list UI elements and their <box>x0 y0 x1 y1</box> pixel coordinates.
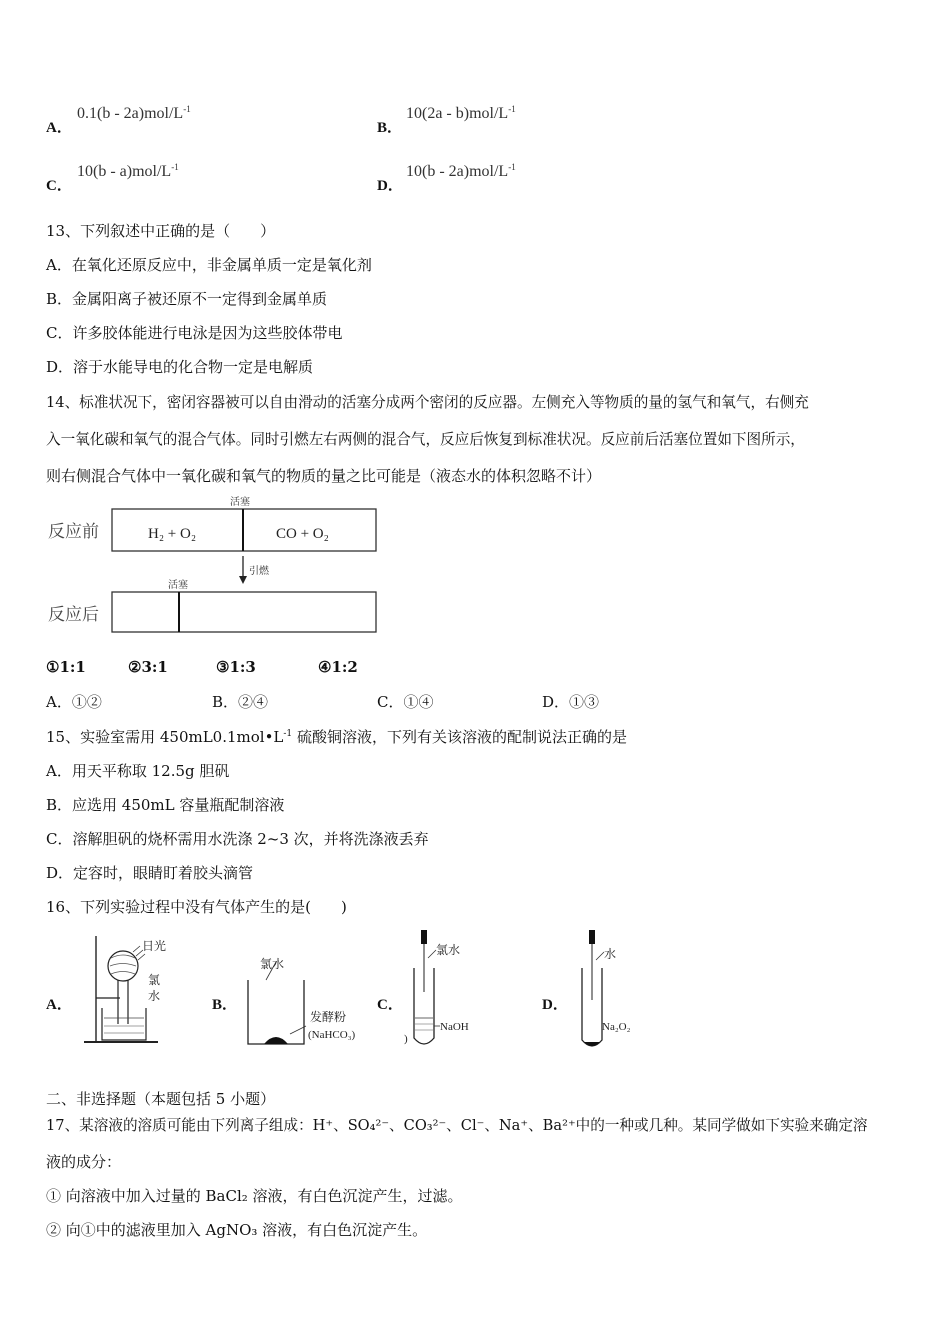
q12-option-d-label: D． <box>377 178 403 194</box>
q14-option-d: D．①③ <box>542 693 600 711</box>
q13-option-a: A．在氧化还原反应中，非金属单质一定是氧化剂 <box>46 256 372 274</box>
left-gas-label: H₂ + O₂ <box>148 526 197 542</box>
fig-d-solid-label: Na₂O₂ <box>602 1021 631 1033</box>
q16-figure-d <box>570 928 650 1052</box>
piston-diagram <box>44 494 380 638</box>
q14-option-a: A．①② <box>46 693 102 711</box>
fig-d-water-label: 水 <box>604 947 617 961</box>
q16-option-c-label: C． <box>377 997 403 1013</box>
q14-option-b: B．②④ <box>212 693 269 711</box>
q17-step2: ② 向①中的滤液里加入 AgNO₃ 溶液，有白色沉淀产生。 <box>46 1221 428 1239</box>
q14-ratio-3: ③1:3 <box>216 658 256 676</box>
q14-stem-line3: 则右侧混合气体中一氧化碳和氧气的物质的量之比可能是（液态水的体积忽略不计） <box>46 467 602 485</box>
ignite-arrowhead <box>239 576 247 584</box>
fig-b-powder-label: 发酵粉 <box>310 1010 347 1024</box>
q12-option-a-label: A． <box>46 120 72 136</box>
q13-option-b: B．金属阳离子被还原不一定得到金属单质 <box>46 290 328 308</box>
q13-stem: 13、下列叙述中正确的是（ ） <box>46 222 276 240</box>
q14-stem-line1: 14、标准状况下，密闭容器被可以自由滑动的活塞分成两个密闭的反应器。左侧充入等物质的量的氢气和氧气，右侧充 <box>46 394 809 411</box>
before-piston-label: 活塞 <box>230 497 250 508</box>
fig-b-formula-label: (NaHCO₃) <box>308 1029 356 1041</box>
q14-ratio-4: ④1:2 <box>318 658 358 676</box>
q16-figure-b <box>240 950 370 1050</box>
q16-figure-a <box>78 930 168 1048</box>
fig-a-water-label-1: 氯 <box>148 973 161 987</box>
q12-option-d-formula: $10(b - 2a)mol/L^{-1}$ <box>406 162 516 180</box>
q16-figure-c <box>400 928 490 1050</box>
q12-option-c-formula: $10(b - a)mol/L^{-1}$ <box>77 162 179 180</box>
q15-option-d: D．定容时，眼睛盯着胶头滴管 <box>46 864 254 882</box>
fig-c-water-label: 氯水 <box>436 943 461 957</box>
q14-option-c: C．①④ <box>377 693 434 711</box>
q15-option-c: C．溶解胆矾的烧杯需用水洗涤 2~3 次，并将洗涤液丢弃 <box>46 830 429 848</box>
svg-text:): ) <box>404 1033 408 1045</box>
fig-b-water-label: 氯水 <box>260 957 285 971</box>
q15-option-b: B．应选用 450mL 容量瓶配制溶液 <box>46 796 285 814</box>
after-piston-label: 活塞 <box>168 580 188 591</box>
q16-option-d-label: D． <box>542 997 568 1013</box>
q14-ratio-1: ①1:1 <box>46 658 86 676</box>
q16-option-a-label: A． <box>46 997 72 1013</box>
q12-option-b-label: B． <box>377 120 403 136</box>
q14-stem-line2: 入一氧化碳和氧气的混合气体。同时引燃左右两侧的混合气，反应后恢复到标准状况。反应前后活塞位置如下图所示， <box>46 431 805 448</box>
q13-option-c: C．许多胶体能进行电泳是因为这些胶体带电 <box>46 324 343 342</box>
q17-stem-line1: 17、某溶液的溶质可能由下列离子组成：H⁺、SO₄²⁻、CO₃²⁻、Cl⁻、Na⁺、Ba²⁺中的一种或几种。某同学做如下实验来确定溶 <box>46 1117 868 1134</box>
q15-option-a: A．用天平称取 12.5g 胆矾 <box>46 762 230 780</box>
q12-option-c-label: C． <box>46 178 72 194</box>
q12-option-b-formula: $10(2a - b)mol/L^{-1}$ <box>406 104 516 122</box>
q14-ratio-2: ②3:1 <box>128 658 168 676</box>
section2-title: 二、非选择题（本题包括 5 小题） <box>46 1090 276 1108</box>
after-label: 反应后 <box>48 605 99 624</box>
q17-step1: ① 向溶液中加入过量的 BaCl₂ 溶液，有白色沉淀产生，过滤。 <box>46 1187 463 1205</box>
q16-option-b-label: B． <box>212 997 238 1013</box>
q15-stem: 15、实验室需用 $450mL0.1mol•L^{-1}$ 硫酸铜溶液，下列有关该溶液的配制说法正确的是 <box>46 728 627 746</box>
q12-option-a-formula: $0.1(b - 2a)mol/L^{-1}$ <box>77 104 191 122</box>
q13-option-d: D．溶于水能导电的化合物一定是电解质 <box>46 358 314 376</box>
after-container <box>112 592 376 632</box>
q16-stem: 16、下列实验过程中没有气体产生的是( ) <box>46 898 347 916</box>
right-gas-label: CO + O₂ <box>276 526 329 542</box>
fig-a-water-label-2: 水 <box>148 989 161 1003</box>
ignite-label: 引燃 <box>249 566 269 577</box>
fig-c-base-label: NaOH <box>440 1021 469 1033</box>
fig-a-light-label: 日光 <box>142 939 167 953</box>
q17-stem-line2: 液的成分： <box>46 1153 122 1171</box>
before-label: 反应前 <box>48 522 99 541</box>
